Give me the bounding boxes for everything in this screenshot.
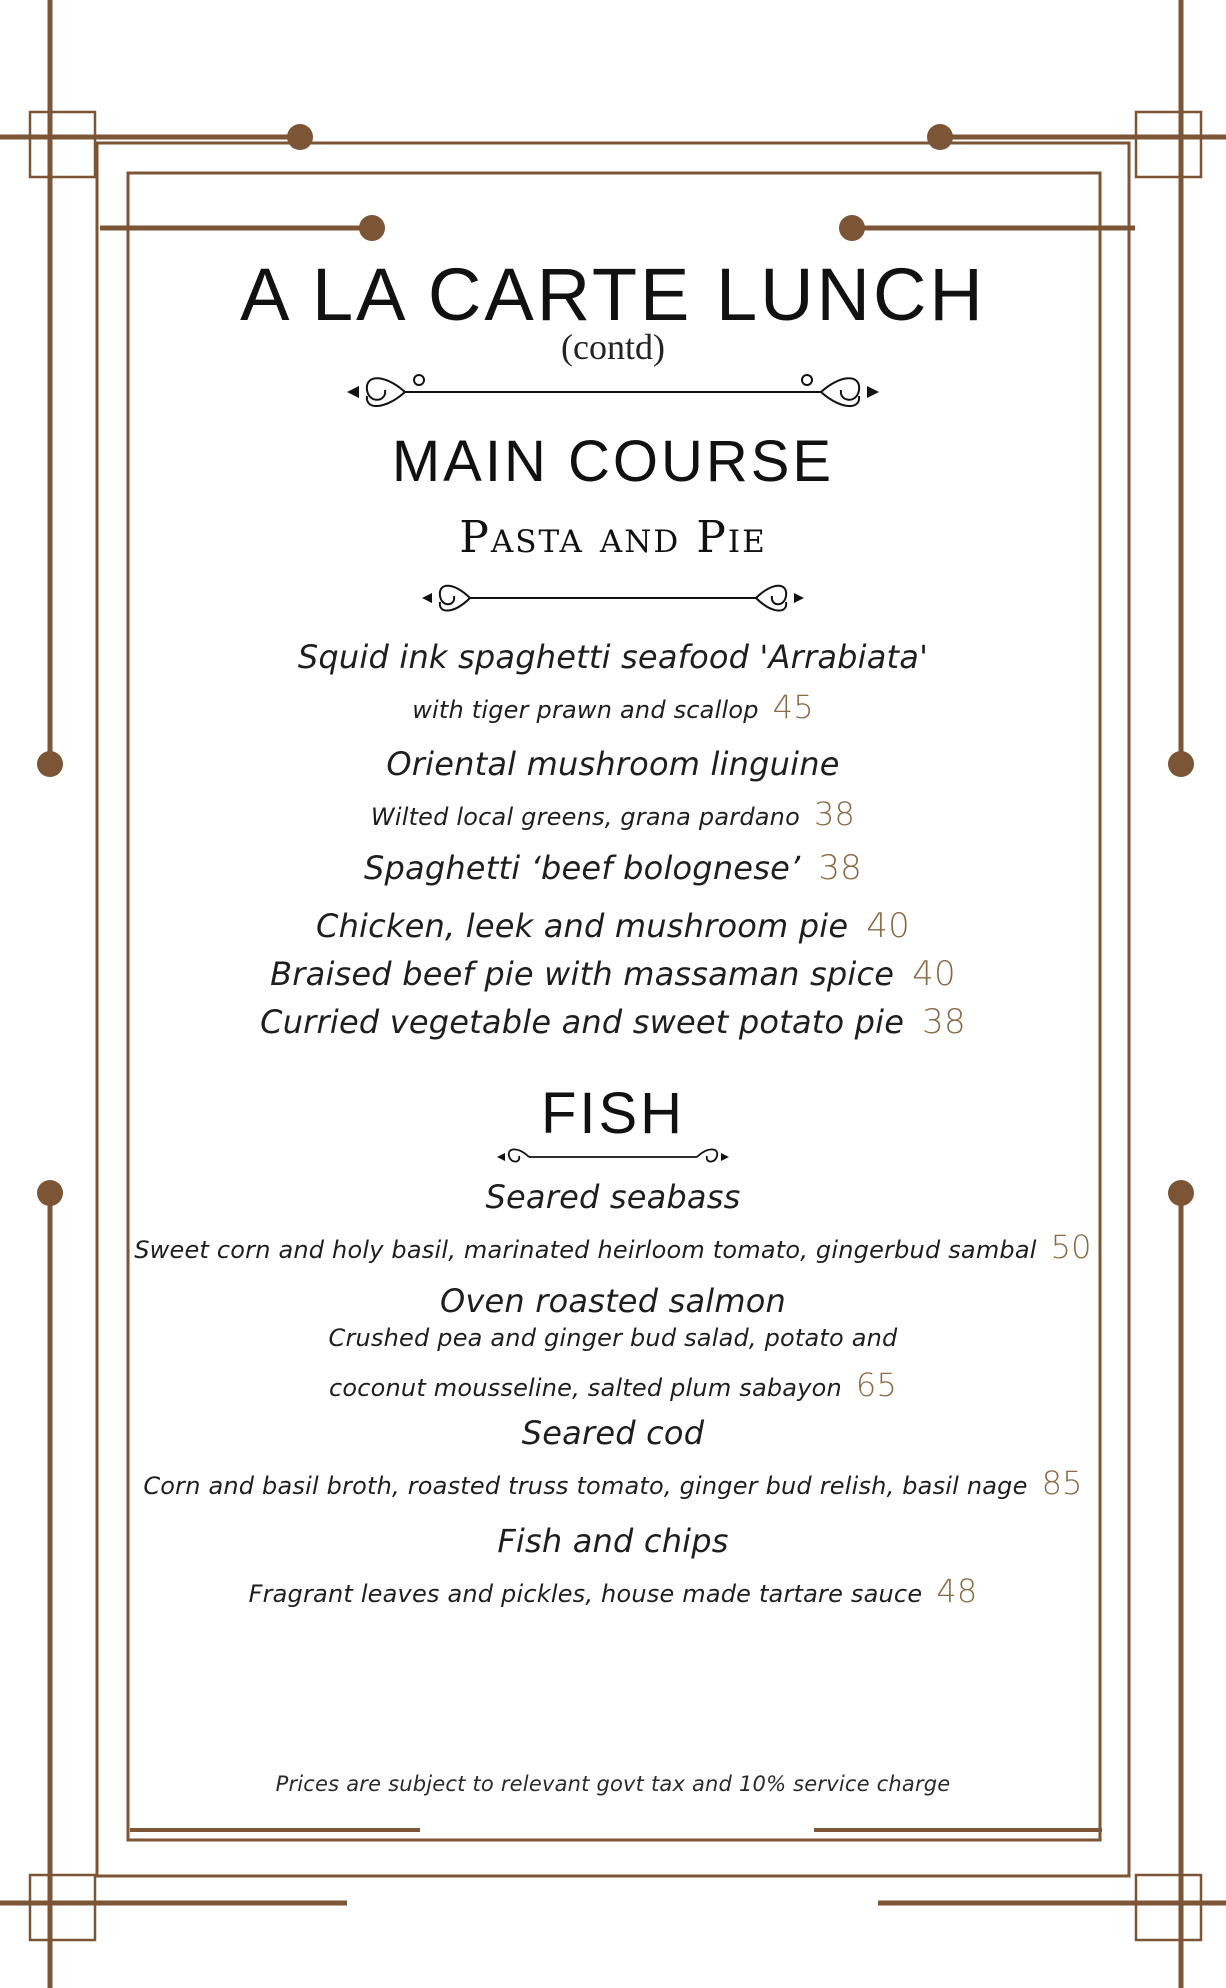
menu-item-name: Seared seabass: [485, 1178, 741, 1216]
menu-item-price: 45: [772, 688, 814, 726]
footer-note: Prices are subject to relevant govt tax and 10% service charge: [275, 1772, 951, 1796]
menu-item-price: 38: [922, 1002, 966, 1042]
menu-item-price: 38: [813, 795, 856, 833]
menu-item-desc: coconut mousseline, salted plum sabayon 65: [328, 1366, 898, 1404]
subsection-heading-pasta-pie: Pasta and Pie: [459, 512, 767, 563]
menu-item-name: Spaghetti ‘beef bolognese’ 38: [363, 848, 862, 888]
menu-item-name: Chicken, leek and mushroom pie 40: [316, 906, 910, 946]
ornament-divider-icon: [345, 360, 881, 424]
section-heading-fish: FISH: [540, 1081, 686, 1146]
menu-item-desc: Wilted local greens, grana pardano 38: [370, 795, 856, 833]
menu-item-name: Curried vegetable and sweet potato pie 38: [260, 1002, 966, 1042]
menu-title: A LA CARTE LUNCH: [240, 253, 986, 336]
menu-item-price: 38: [818, 848, 862, 888]
menu-item-desc: Crushed pea and ginger bud salad, potato and: [328, 1324, 898, 1352]
menu-item-price: 40: [866, 906, 910, 946]
menu-item-name: Braised beef pie with massaman spice 40: [270, 954, 956, 994]
menu-item-name: Oriental mushroom linguine: [386, 745, 840, 783]
menu-item-name: Oven roasted salmon: [439, 1282, 786, 1320]
menu-item-desc: Fragrant leaves and pickles, house made tartare sauce 48: [248, 1572, 978, 1610]
menu-item-price: 65: [855, 1366, 898, 1404]
menu-subtitle: (contd): [561, 327, 665, 367]
menu-item-desc: Corn and basil broth, roasted truss tomato, ginger bud relish, basil nage 85: [143, 1464, 1083, 1502]
ornament-divider-icon: [420, 570, 806, 626]
menu-item-price: 50: [1050, 1228, 1092, 1266]
menu-item-price: 85: [1041, 1464, 1083, 1502]
menu-item-name: Squid ink spaghetti seafood 'Arrabiata': [297, 638, 929, 676]
menu-item-desc: Sweet corn and holy basil, marinated heirloom tomato, gingerbud sambal 50: [134, 1228, 1092, 1266]
menu-item-price: 40: [912, 954, 956, 994]
menu-item-price: 48: [936, 1572, 978, 1610]
ornament-divider-icon: [495, 1140, 731, 1174]
section-heading-main-course: MAIN COURSE: [391, 429, 835, 494]
menu-item-desc: with tiger prawn and scallop 45: [412, 688, 814, 726]
menu-item-name: Seared cod: [521, 1414, 705, 1452]
menu-item-name: Fish and chips: [497, 1522, 729, 1560]
